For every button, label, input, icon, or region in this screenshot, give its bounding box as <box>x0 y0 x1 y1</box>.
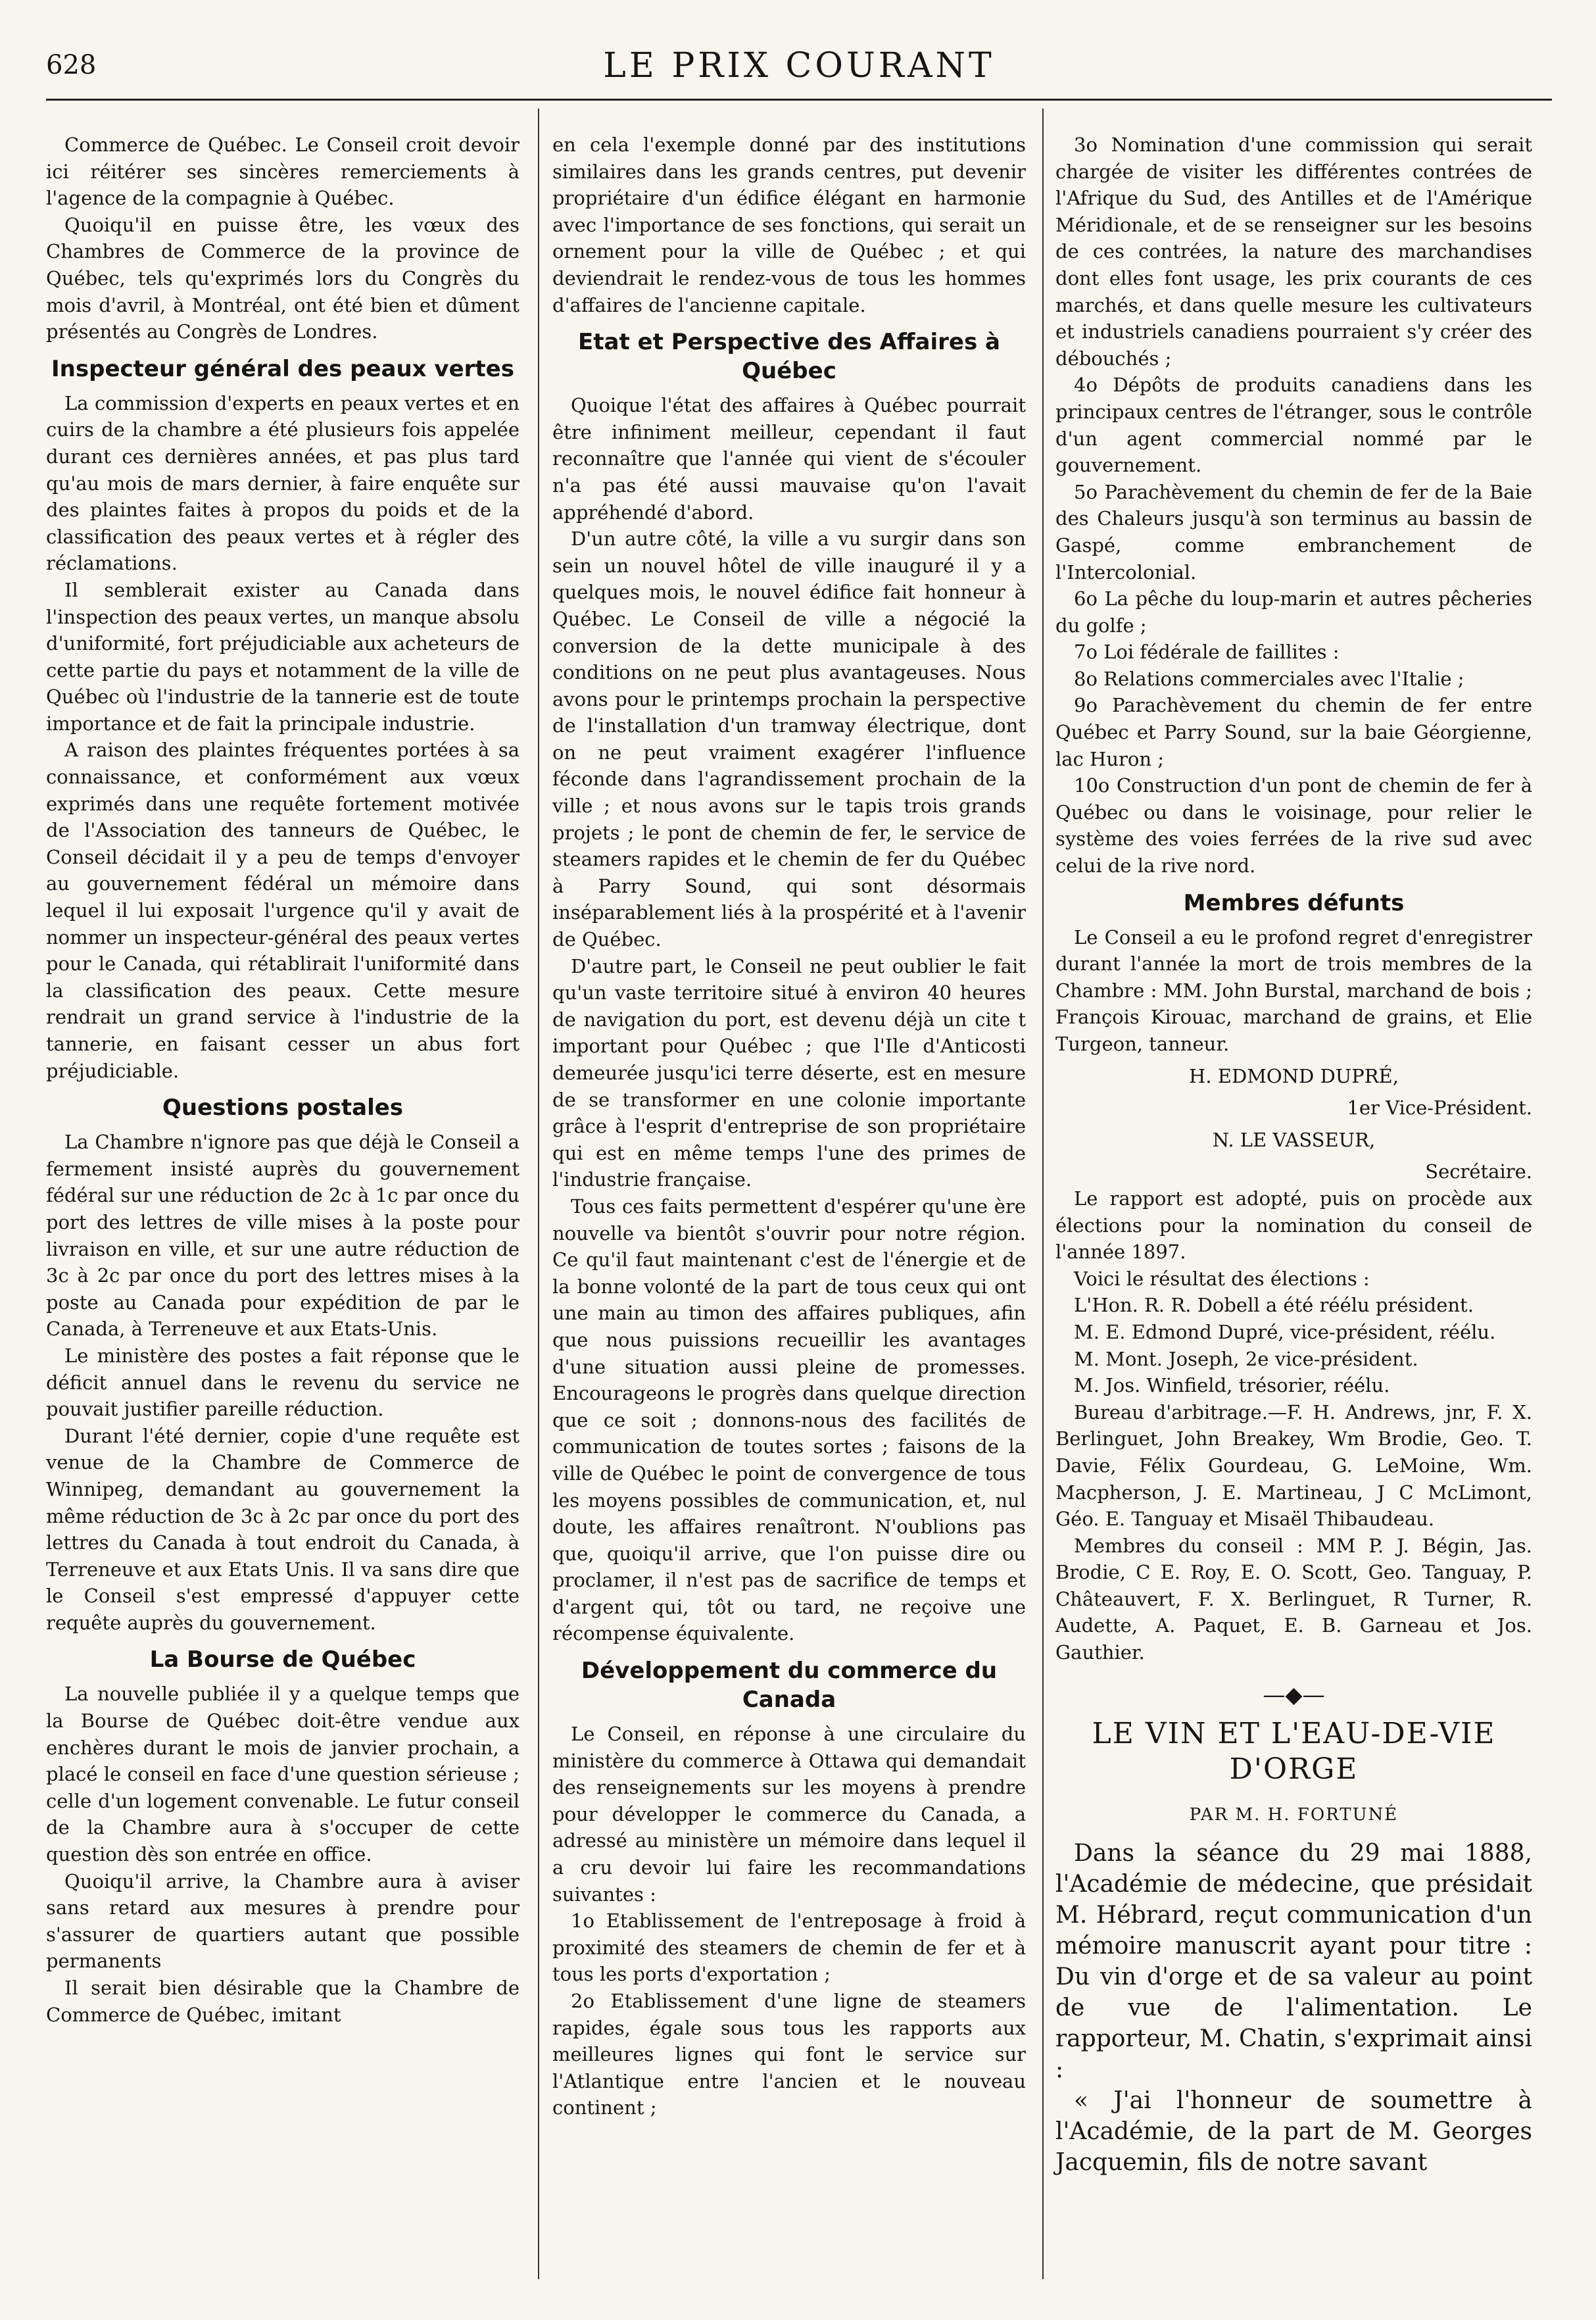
paragraph: 4o Dépôts de produits canadiens dans les principaux centres de l'étranger, sous le contrôle d'un agent commercial nommé par le gouvernement. <box>1055 374 1532 477</box>
paragraph: Quoique l'état des affaires à Québec pourrait être infiniment meilleur, cependant il faut reconnaître que l'année qui vient de s'écouler n'a pas été aussi mauvaise qu'on l'avait appréhendé d'abord. <box>552 394 1026 524</box>
paragraph: Membres du conseil : MM P. J. Bégin, Jas. Brodie, C E. Roy, E. O. Scott, Geo. Tanguay, P. Châteauvert, F. X. Berlinguet, R Turner, R. Audette, A. Paquet, E. B. Garneau et Jos. Gauthier. <box>1055 1534 1532 1664</box>
paragraph: Il serait bien désirable que la Chambre de Commerce de Québec, imitant <box>46 1977 520 2026</box>
article-title: LE VIN ET L'EAU-DE-VIE D'ORGE <box>1092 1717 1496 1787</box>
section-heading: Etat et Perspective des Affaires à Québec <box>578 329 1000 385</box>
signature-line: 1er Vice-Président. <box>1347 1097 1532 1120</box>
paragraph: M. Jos. Winfield, trésorier, réélu. <box>1074 1374 1390 1397</box>
paragraph: M. E. Edmond Dupré, vice-président, réélu. <box>1074 1320 1496 1343</box>
paragraph: La Chambre n'ignore pas que déjà le Conseil a fermement insisté auprès du gouvernement fédéral sur une réduction de 2c à 1c par once du port des lettres de ville mises à la poste pour livraison en ville, et sur une autre réduction de 3c à 2c par once du port des lettres mises à la poste au Canada pour expédition de par le Canada, à Terreneuve et aux Etats-Unis. <box>46 1131 520 1341</box>
newspaper-title: LE PRIX COURANT <box>603 46 995 86</box>
paragraph: A raison des plaintes fréquentes portées à sa connaissance, et conformément aux vœux exprimés dans une requête fortement motivée de l'Association des tanneurs de Québec, le Conseil décidait il y a peu de temps d'envoyer au gouvernement fédéral un mémoire dans lequel il lui exposait l'urgence qu'il y avait de nommer un inspecteur-général des peaux vertes pour le Canada, qui rétablirait l'uniformité dans la classification des peaux. Cette mesure rendrait un grand service à l'industrie de la tannerie, en faisant cesser un abus fort préjudiciable. <box>46 739 520 1082</box>
article-body <box>1055 1838 1532 2178</box>
paragraph: L'Hon. R. R. Dobell a été réélu président. <box>1074 1294 1474 1317</box>
paragraph: 5o Parachèvement du chemin de fer de la Baie des Chaleurs jusqu'à son terminus au bassin de Gaspé, comme embranchement de l'Intercolonial. <box>1055 480 1532 583</box>
paragraph: D'un autre côté, la ville a vu surgir dans son sein un nouvel hôtel de ville inauguré il y a quelques mois, le nouvel édifice fait honneur à Québec. Le Conseil de ville a négocié la conversion de la dette municipale à des conditions on ne peut plus avantageuses. Nous avons pour le printemps prochain la perspective de l'installation d'un tramway électrique, dont on ne peut vraiment exagérer l'influence féconde dans l'agrandissement prochain de la ville ; et nous avons sur le tapis trois grands projets ; le pont de chemin de fer, le service de steamers rapides et le chemin de fer du Québec à Parry Sound, qui sont désormais inséparablement liés à la prospérité et à l'avenir de Québec. <box>552 528 1026 951</box>
paragraph: 9o Parachèvement du chemin de fer entre Québec et Parry Sound, sur la baie Géorgienne, lac Huron ; <box>1055 694 1532 770</box>
header-rule <box>46 99 1552 101</box>
paragraph: en cela l'exemple donné par des institutions similaires dans les grands centres, put devenir propriétaire d'un édifice élégant en harmonie avec l'importance de ses fonctions, qui serait un ornement pour la ville de Québec ; et qui deviendrait le rendez-vous de tous les hommes d'affaires de l'ancienne capitale. <box>552 134 1026 316</box>
paragraph: 2o Etablissement d'une ligne de steamers rapides, égale sous tous les rapports aux meilleures lignes qui font le service sur l'Atlantique entre l'ancien et le nouveau continent ; <box>552 1990 1026 2119</box>
page-header <box>46 46 1552 92</box>
paragraph: Dans la séance du 29 mai 1888, l'Académie de médecine, que présidait M. Hébrard, reçut communication d'un mémoire manuscrit ayant pour titre : Du vin d'orge et de sa valeur au point de vue de l'alimentation. Le rapporteur, M. Chatin, s'exprimait ainsi : <box>1055 1839 1532 2083</box>
section-heading: Inspecteur général des peaux vertes <box>51 355 514 382</box>
section-heading: Questions postales <box>162 1095 404 1122</box>
column-1 <box>46 132 520 2028</box>
article-byline: PAR M. H. FORTUNÉ <box>1189 1805 1399 1825</box>
signature-line: Secrétaire. <box>1425 1160 1532 1183</box>
paragraph: 7o Loi fédérale de faillites : <box>1074 641 1340 664</box>
column-divider <box>538 109 539 2279</box>
paragraph: 3o Nomination d'une commission qui serait chargée de visiter les différentes contrées de l'Afrique du Sud, des Antilles et de l'Amérique Méridionale, et de se renseigner sur les besoins de ces contrées, la nature des marchandises dont elles font usage, les prix courants de ces marchés, et dans quelle mesure les cultivateurs et industriels canadiens pourraient s'y créer des débouchés ; <box>1055 134 1532 370</box>
paragraph: 8o Relations commerciales avec l'Italie ; <box>1074 667 1464 690</box>
column-divider <box>1042 109 1044 2279</box>
paragraph: Quoiqu'il en puisse être, les vœux des Chambres de Commerce de la province de Québec, tels qu'exprimés lors du Congrès du mois d'avril, à Montréal, ont été bien et dûment présentés au Congrès de Londres. <box>46 213 520 343</box>
paragraph: 10o Construction d'un pont de chemin de fer à Québec ou dans le voisinage, pour relier le système des voies ferrées de la rive sud avec celui de la rive nord. <box>1055 774 1532 877</box>
section-heading: La Bourse de Québec <box>149 1646 416 1673</box>
paragraph: Le rapport est adopté, puis on procède aux élections pour la nomination du conseil de l'année 1897. <box>1055 1187 1532 1264</box>
signature-line: H. EDMOND DUPRÉ, <box>1189 1064 1399 1087</box>
paragraph: 6o La pêche du loup-marin et autres pêcheries du golfe ; <box>1055 587 1532 637</box>
paragraph: Le Conseil, en réponse à une circulaire du ministère du commerce à Ottawa qui demandait des renseignements sur les moyens à prendre pour développer le commerce du Canada, a adressé au ministère un mémoire dans lequel il a cru devoir lui faire les recommandations suivantes : <box>552 1723 1026 1906</box>
column-3 <box>1055 132 1532 2178</box>
signature-line: N. LE VASSEUR, <box>1212 1128 1376 1151</box>
paragraph: D'autre part, le Conseil ne peut oublier le fait qu'un vaste territoire situé à environ 40 heures de navigation du port, est devenu déjà un cite t important pour Québec ; que l'Ile d'Anticosti demeurée jusqu'ici terre déserte, est en mesure de se transformer en une colonie importante grâce à l'esprit d'entreprise de son propriétaire qui est en même temps l'une des primes de l'industrie française. <box>552 954 1026 1191</box>
section-heading: Développement du commerce du Canada <box>581 1658 998 1714</box>
paragraph: Bureau d'arbitrage.—F. H. Andrews, jnr, F. X. Berlinguet, John Breakey, Wm Brodie, Geo. T. Davie, Félix Gourdeau, G. LeMoine, Wm. Macpherson, J. E. Martineau, J C McLimont, Géo. E. Tanguay et Misaël Thibaudeau. <box>1055 1400 1532 1531</box>
paragraph: « J'ai l'honneur de soumettre à l'Académie, de la part de M. Georges Jacquemin, fils de notre savant <box>1055 2086 1532 2176</box>
paragraph: Quoiqu'il arrive, la Chambre aura à aviser sans retard aux mesures à prendre pour s'assurer de quartiers autant que possible permanents <box>46 1869 520 1973</box>
section-heading: Membres défunts <box>1183 889 1405 916</box>
paragraph: Voici le résultat des élections : <box>1074 1267 1370 1290</box>
paragraph: M. Mont. Joseph, 2e vice-président. <box>1074 1347 1418 1370</box>
page-number: 628 <box>46 50 97 80</box>
paragraph: Le Conseil a eu le profond regret d'enregistrer durant l'année la mort de trois membres de la Chambre : MM. John Burstal, marchand de bois ; François Kirouac, marchand de grains, et Elie Turgeon, tanneur. <box>1055 926 1532 1055</box>
ornament-divider: —◆— <box>1263 1681 1325 1708</box>
paragraph: Commerce de Québec. Le Conseil croit devoir ici réitérer ses sincères remerciements à l'agence de la compagnie à Québec. <box>46 134 520 210</box>
paragraph: La commission d'experts en peaux vertes et en cuirs de la chambre a été plusieurs fois appelée durant ces dernières années, et pas plus tard qu'au mois de mars dernier, à faire enquête sur des plaintes faites à propos du poids et de la classification des peaux vertes et à régler des réclamations. <box>46 391 520 575</box>
paragraph: Le ministère des postes a fait réponse que le déficit annuel dans le revenu du service ne pouvait justifier pareille réduction. <box>46 1344 520 1421</box>
paragraph: Tous ces faits permettent d'espérer qu'une ère nouvelle va bientôt s'ouvrir pour notre région. Ce qu'il faut maintenant c'est de l'énergie et de la bonne volonté de la part de tous ceux qui ont une main au timon des affaires publiques, afin que nous puissions recueillir les avantages d'une situation aussi pleine de promesses. Encourageons le progrès dans quelque direction que ce soit ; donnons-nous des facilités de communication de toutes sortes ; faisons de la ville de Québec le point de convergence de tous les moyens possibles de communication, et, nul doute, les affaires renaîtront. N'oublions pas que, quoiqu'il arrive, que l'on puisse dire ou proclamer, il n'est pas de sacrifice de temps et d'argent qui, tôt ou tard, ne reçoive une récompense équivalente. <box>552 1195 1026 1645</box>
paragraph: La nouvelle publiée il y a quelque temps que la Bourse de Québec doit-être vendue aux enchères durant le mois de janvier prochain, a placé le conseil en face d'une question sérieuse ; celle d'un logement convenable. Le futur conseil de la Chambre aura à s'occuper de cette question dès son entrée en office. <box>46 1683 520 1866</box>
paragraph: Il semblerait exister au Canada dans l'inspection des peaux vertes, un manque absolu d'uniformité, fort préjudiciable aux acheteurs de cette partie du pays et notamment de la ville de Québec où l'industrie de la tannerie est de toute importance et de fait la principale industrie. <box>46 578 520 735</box>
column-2 <box>552 132 1026 2121</box>
paragraph: Durant l'été dernier, copie d'une requête est venue de la Chambre de Commerce de Winnipeg, demandant au gouvernement la même réduction de 3c à 2c par once du port des lettres du Canada à tout endroit du Canada, à Terreneuve et aux Etats Unis. Il va sans dire que le Conseil s'est empressé d'appuyer cette requête auprès du gouvernement. <box>46 1424 520 1634</box>
paragraph: 1o Etablissement de l'entreposage à froid à proximité des steamers de chemin de fer et à tous les ports d'exportation ; <box>552 1910 1026 1986</box>
